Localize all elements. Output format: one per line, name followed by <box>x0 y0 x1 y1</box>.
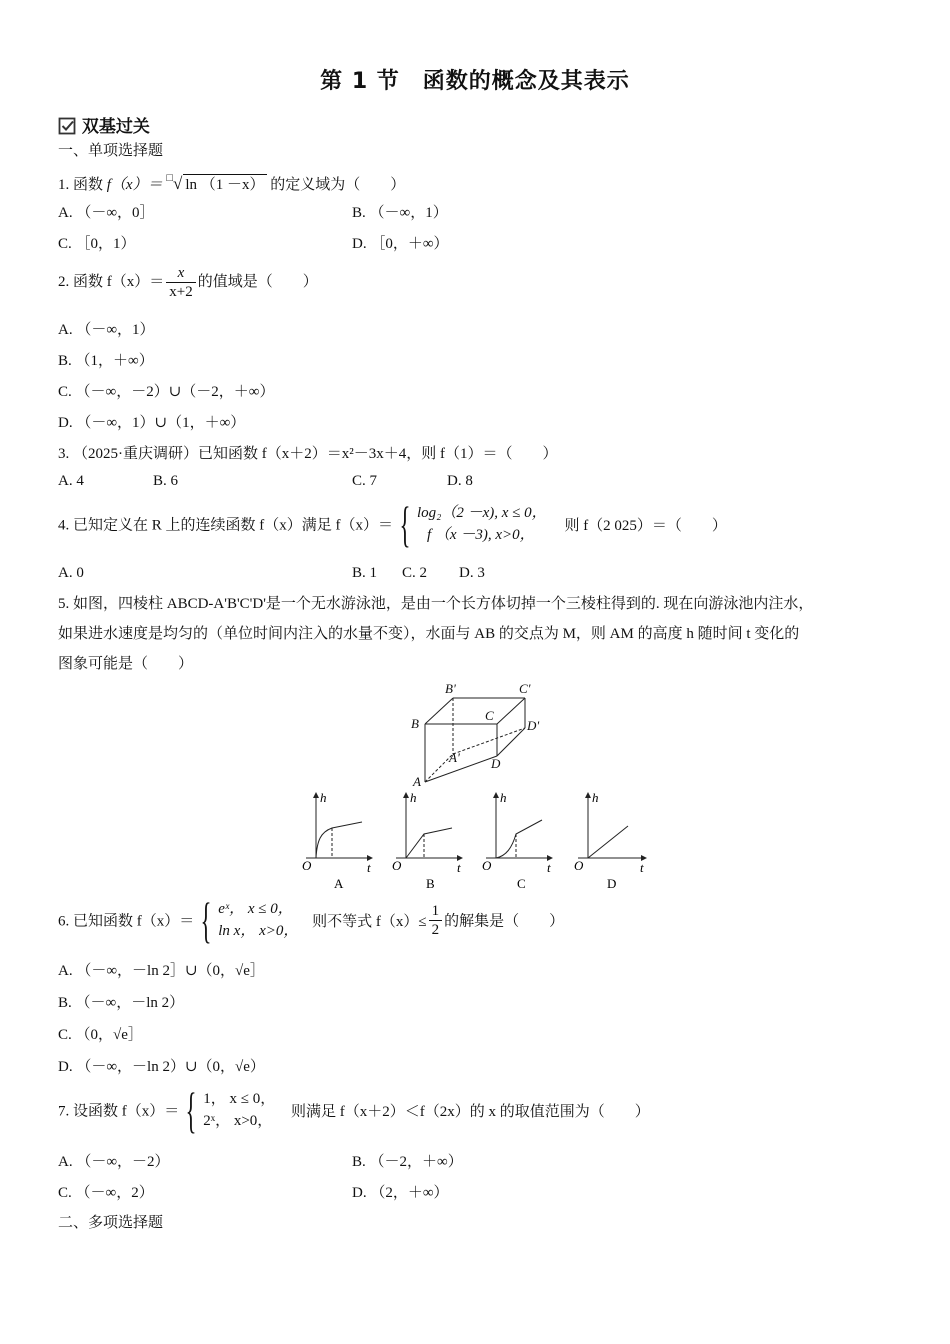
q4-option-b[interactable]: B. 1 <box>352 565 378 581</box>
q7-case-2: 2ˣ， x>0， <box>203 1113 273 1129</box>
q6-fraction <box>429 902 443 939</box>
label-a-prime: A' <box>449 750 460 765</box>
q7-option-b[interactable]: B. （－2，＋∞） <box>352 1154 463 1170</box>
graph-a-axis-x: t <box>367 860 371 875</box>
question-4 <box>58 496 727 552</box>
q1-option-a[interactable]: A. （－∞，0］ <box>58 205 155 221</box>
q6-mid: 则不等式 f（x）≤ <box>312 913 427 930</box>
graph-c[interactable] <box>486 793 552 858</box>
label-b-prime: B' <box>445 681 456 696</box>
q6-prefix: 6. 已知函数 f（x）＝ <box>58 913 195 930</box>
q4-case-2: f （x －3), x>0， <box>427 527 535 543</box>
q6-cases <box>218 898 298 942</box>
prism-edge-b-bp <box>425 698 453 724</box>
q2-denominator: x+2 <box>169 284 193 300</box>
question-5-line-2: 如果进水速度是均匀的（单位时间内注入的水量不变），水面与 AB 的交点为 M，则 AM 的高度 h 随时间 t 变化的 <box>58 626 800 642</box>
left-brace-icon: { <box>185 1082 197 1138</box>
q6-denominator: 2 <box>431 921 440 938</box>
graph-d-label: D <box>607 876 617 891</box>
graph-b-origin: O <box>392 858 402 873</box>
graph-b-axis-y: h <box>410 790 417 805</box>
graph-d-origin: O <box>574 858 584 873</box>
q1-prefix: 1. 函数 <box>58 177 104 193</box>
question-3: 3. （2025·重庆调研）已知函数 f（x＋2）＝x²－3x＋4，则 f（1）＝（ ） <box>58 446 558 462</box>
q1-fx: f（x）＝ <box>106 177 163 193</box>
prism-edge-c-cp <box>497 698 525 724</box>
label-c: C <box>485 708 494 723</box>
graph-c-axis-y: h <box>500 790 507 805</box>
q2-numerator: x <box>166 264 195 283</box>
graph-a-origin: O <box>302 858 312 873</box>
q1-option-b[interactable]: B. （－∞，1） <box>352 205 448 221</box>
q4-cases <box>417 502 547 546</box>
graph-a[interactable] <box>306 793 372 858</box>
label-d-prime: D' <box>527 718 540 733</box>
q6-suffix: 的解集是（ ） <box>444 913 565 930</box>
graph-c-curve <box>496 820 542 858</box>
left-brace-icon: { <box>200 892 212 948</box>
graph-b[interactable] <box>396 793 462 858</box>
graph-a-curve <box>316 822 362 858</box>
graph-c-label: C <box>517 876 526 891</box>
q4-prefix: 4. 已知定义在 R 上的连续函数 f（x）满足 f（x）＝ <box>58 517 393 534</box>
q3-option-b[interactable]: B. 6 <box>153 473 179 489</box>
q4-option-a[interactable]: A. 0 <box>58 565 84 581</box>
pool-prism-figure <box>405 678 550 790</box>
section-title: 双基过关 <box>81 117 150 137</box>
graph-c-axis-x: t <box>547 860 551 875</box>
q3-option-d[interactable]: D. 8 <box>447 473 473 489</box>
q4-option-c[interactable]: C. 2 <box>402 565 428 581</box>
graph-d-axis-x: t <box>640 860 644 875</box>
q6-option-a[interactable]: A. （－∞，－ln 2］∪（0，√e］ <box>58 963 265 979</box>
q4-option-d[interactable]: D. 3 <box>459 565 485 581</box>
question-5-line-3: 图象可能是（ ） <box>58 656 194 672</box>
question-1: 1. 函数 f（x）＝ □√ ln （1 －x） 的定义域为（ ） <box>58 172 406 193</box>
question-7 <box>58 1082 650 1138</box>
graph-b-curve <box>406 828 452 858</box>
q3-option-a[interactable]: A. 4 <box>58 473 84 489</box>
part-heading-multiple: 二、多项选择题 <box>58 1213 164 1231</box>
page-title: 第 1 节 函数的概念及其表示 <box>320 69 630 94</box>
q5-graphs <box>290 788 660 893</box>
q2-option-a[interactable]: A. （－∞，1） <box>58 322 155 338</box>
label-a: A <box>413 774 421 789</box>
q7-case-1: 1， x ≤ 0， <box>203 1091 276 1107</box>
q6-option-c[interactable]: C. （0，√e］ <box>58 1027 143 1043</box>
q1-suffix: 的定义域为（ ） <box>270 177 406 193</box>
prism-edge-d-dp <box>497 728 525 756</box>
q4-suffix: 则 f（2 025）＝（ ） <box>564 517 727 534</box>
q2-fraction <box>166 264 195 301</box>
q2-option-d[interactable]: D. （－∞，1）∪（1，＋∞） <box>58 415 246 431</box>
q1-radicand: ln （1 －x） <box>183 174 266 195</box>
q6-case-1: eˣ， x ≤ 0， <box>218 901 293 917</box>
q7-option-c[interactable]: C. （－∞，2） <box>58 1185 154 1201</box>
left-brace-icon: { <box>399 496 411 552</box>
prism-hidden-ap-dp <box>453 728 525 754</box>
q7-option-a[interactable]: A. （－∞，－2） <box>58 1154 170 1170</box>
q6-case-2: ln x， x>0， <box>218 923 299 939</box>
q1-option-c[interactable]: C. ［0，1） <box>58 236 136 252</box>
graph-d[interactable] <box>578 793 646 858</box>
cube-root-icon: □ <box>166 172 173 184</box>
q2-option-b[interactable]: B. （1，＋∞） <box>58 353 154 369</box>
graph-a-label: A <box>334 876 344 891</box>
question-5-line-1: 5. 如图，四棱柱 ABCD-A'B'C'D'是一个无水游泳池，是由一个长方体切掉一个三棱柱得到的. 现在向游泳池内注水， <box>58 596 814 612</box>
q1-option-d[interactable]: D. ［0，＋∞） <box>352 236 449 252</box>
prism-edge-a-d <box>425 756 497 782</box>
q7-suffix: 则满足 f（x＋2）＜f（2x）的 x 的取值范围为（ ） <box>290 1103 650 1120</box>
q6-option-b[interactable]: B. （－∞，－ln 2） <box>58 995 185 1011</box>
graph-b-axis-x: t <box>457 860 461 875</box>
label-b: B <box>411 716 419 731</box>
q2-option-c[interactable]: C. （－∞，－2）∪（－2，＋∞） <box>58 384 275 400</box>
q6-numerator: 1 <box>429 902 443 921</box>
question-6 <box>58 892 565 948</box>
graph-d-curve <box>588 826 628 858</box>
q2-suffix: 的值域是（ ） <box>197 273 318 290</box>
q6-option-d[interactable]: D. （－∞，－ln 2）∪（0，√e） <box>58 1059 265 1075</box>
q7-option-d[interactable]: D. （2，＋∞） <box>352 1185 449 1201</box>
q4-case-1: log₂（2 －x), x ≤ 0， <box>417 505 547 521</box>
question-2 <box>58 264 318 301</box>
checkbox-icon <box>58 117 76 135</box>
label-c-prime: C' <box>519 681 531 696</box>
q3-option-c[interactable]: C. 7 <box>352 473 378 489</box>
part-heading-single: 一、单项选择题 <box>58 141 164 159</box>
q7-prefix: 7. 设函数 f（x）＝ <box>58 1103 180 1120</box>
section-header <box>58 112 150 137</box>
graph-a-axis-y: h <box>320 790 327 805</box>
label-d: D <box>491 756 501 771</box>
q7-cases <box>203 1088 275 1132</box>
graph-c-origin: O <box>482 858 492 873</box>
graph-d-axis-y: h <box>592 790 599 805</box>
q2-prefix: 2. 函数 f（x）＝ <box>58 273 165 290</box>
graph-b-label: B <box>426 876 435 891</box>
